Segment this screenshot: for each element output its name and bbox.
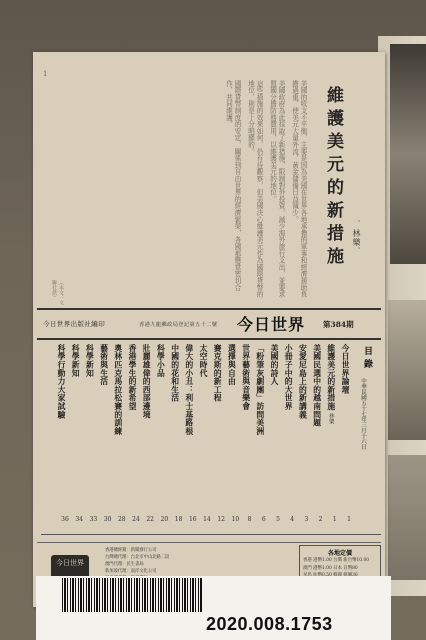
toc-entry	[73, 344, 85, 534]
toc-entry	[87, 344, 99, 534]
article-author: ．林樂．	[352, 220, 361, 256]
toc-entry-page: 33	[89, 516, 98, 523]
article	[45, 80, 371, 308]
article-paragraph: 美國政府為此採取了新措施，限制對外投資，減少海外旅行支出，並要求盟國分擔防務費用，以維護美元的地位。	[268, 80, 285, 298]
toc-entry-title: 美國民選中的越南問題	[312, 344, 322, 427]
toc-entry-page: 34	[75, 516, 83, 523]
toc-entry	[184, 344, 199, 534]
toc-entry-page: 16	[188, 516, 197, 523]
page-number: 1	[43, 70, 48, 78]
table-of-contents	[37, 340, 381, 545]
toc-entry-title: 科學行動力大家試驗	[57, 344, 66, 419]
toc-entry	[201, 344, 213, 534]
toc-entry	[241, 344, 256, 534]
toc-heading: 目錄	[362, 346, 372, 372]
toc-entry-title: 安愛尼島上的新講義	[298, 344, 308, 419]
toc-entry-page: 10	[231, 516, 240, 523]
toc-entry-page: 18	[174, 516, 183, 523]
toc-entry-title: 世界藝術與音樂會	[241, 344, 251, 411]
toc-entry	[286, 344, 298, 534]
info-line: 香港總經銷：新聞發行公司	[105, 548, 157, 553]
toc-entry-title: 科學新知	[71, 344, 81, 378]
toc-entry-page: 1	[347, 516, 351, 523]
magazine-title: 今日世界	[237, 315, 306, 334]
toc-entry-title: 美國的詩人	[270, 344, 279, 386]
toc-entry-author: 林樂	[327, 413, 334, 425]
article-signature: （本文：文聯社供）	[51, 280, 64, 305]
publisher-line: 今日世界出版社編印	[43, 320, 106, 328]
toc-entry-page: 2	[318, 516, 323, 523]
toc-divider	[41, 534, 381, 535]
toc-entry-title: 壯麗雄偉的西部邊境	[142, 344, 152, 419]
registration-line: 香港九龍郵政局登記第五十二號	[139, 322, 218, 328]
toc-entry-title: 藝術與生活	[99, 344, 109, 386]
issue-date: 中華民國五十七年三月十六日	[360, 378, 366, 450]
info-line: 新加坡代理：南洋文化公司	[105, 569, 157, 574]
toc-entry-title: 賽克斯的新工程	[213, 344, 223, 403]
issue-number: 第384期	[323, 320, 354, 329]
toc-entry	[158, 344, 170, 534]
article-paragraph: 美國的收支不平衡，主要是因為美國在世界各地承擔的軍事和經濟援助負擔過重，使美元大量外流，黃金儲備日益減少。	[290, 80, 307, 298]
toc-entry-page: 12	[217, 516, 225, 523]
toc-entry-page: 28	[117, 516, 126, 523]
toc-entry-page: 14	[203, 516, 211, 523]
toc-entry-title: 偉大的小丑：利士基路根	[184, 344, 194, 436]
toc-entry-title: 奧林匹克馬拉松賽的訓練	[113, 344, 123, 436]
toc-entry	[343, 344, 355, 534]
accession-number: 2020.008.1753	[206, 614, 333, 634]
info-line: 澳門代理：民生書局	[105, 562, 144, 567]
article-paragraph: 國際貨幣制度的安定，關係到自由世界的經濟繁榮，各國都應當密切合作，共同維護。	[224, 80, 241, 291]
toc-entry-title: 太空時代	[199, 344, 208, 378]
adjacent-photo-2	[388, 300, 426, 440]
toc-entry-page: 3	[304, 516, 309, 523]
toc-entry-title: 科學小品	[156, 344, 166, 378]
magazine-logo: 今日世界	[51, 555, 89, 589]
article-title: 維護美元的新措施	[323, 86, 343, 270]
toc-entry	[215, 344, 227, 534]
toc-entry	[113, 344, 128, 534]
toc-entry	[229, 344, 241, 534]
toc-entry-page: 4	[290, 516, 295, 523]
toc-entry	[130, 344, 142, 534]
toc-entry-page: 24	[132, 516, 140, 523]
toc-entry	[99, 344, 114, 534]
toc-entry-page: 30	[103, 516, 112, 523]
toc-entry-page: 1	[332, 516, 337, 523]
toc-entry	[312, 344, 327, 534]
toc-entry-title: 小冊子中的大世界	[284, 344, 294, 411]
toc-entry	[170, 344, 185, 534]
toc-entry-title: 「粉筆灰劇團」訪問美洲	[255, 344, 265, 436]
toc-entry-page: 22	[146, 516, 154, 523]
toc-entry	[300, 344, 312, 534]
toc-entry-page: 36	[61, 516, 69, 523]
info-line: 台灣總代理：台北市中山北路二段	[105, 555, 170, 560]
toc-entry	[272, 344, 284, 534]
toc-entry	[326, 344, 341, 534]
toc-entry	[144, 344, 156, 534]
masthead-band	[37, 308, 381, 340]
toc-entry-title: 香港學生的新希望	[128, 344, 137, 411]
toc-entry-page: 20	[160, 516, 169, 523]
adjacent-photo-3	[388, 455, 426, 580]
toc-entry-title: 科學新知	[85, 344, 95, 378]
toc-entry-title: 今日世界論壇	[341, 344, 350, 394]
price-line: 澳門 港幣1.00 日本 日幣80	[303, 565, 358, 571]
barcode	[62, 578, 202, 612]
toc-entry	[59, 344, 71, 534]
article-body	[45, 80, 307, 302]
adjacent-photo	[390, 44, 426, 264]
toc-entry-page: 5	[276, 516, 280, 523]
toc-entry	[255, 344, 270, 534]
toc-entry-title: 中國的花和生活	[170, 344, 180, 403]
toc-entry-title: 維護美元的新措施	[326, 344, 336, 411]
toc-entry-page: 6	[261, 516, 266, 523]
price-title: 各地定價	[327, 550, 352, 557]
toc-entry-page: 8	[247, 516, 252, 523]
magazine-page	[33, 52, 385, 607]
article-paragraph: 這些措施的效果如何，仍有待觀察，但美國決心維護美元作為國際貨幣的地位，則是十分明顯的。	[246, 80, 263, 298]
price-line: 香港 港幣1.00 台灣 新台幣10.00	[303, 558, 370, 563]
toc-entry-title: 選擇與自由	[227, 344, 237, 386]
